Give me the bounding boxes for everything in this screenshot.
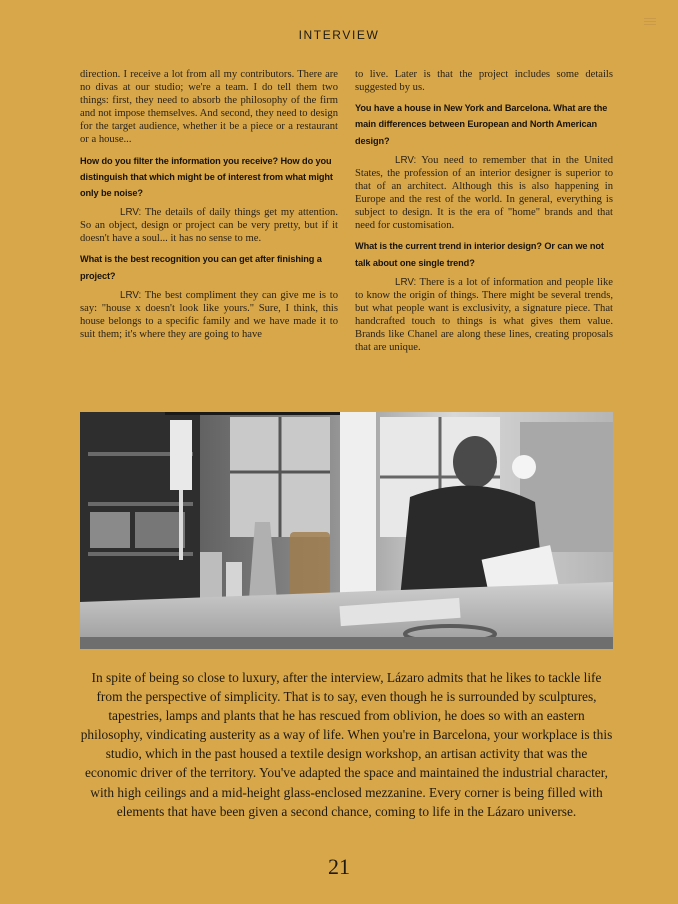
right-column	[355, 68, 613, 360]
answer	[80, 289, 338, 341]
answer-text: The details of daily things get my attention. So an object, design or project can be very pretty, but if it doesn't have a soul... it has no sense to me.	[80, 207, 338, 245]
question: What is the best recognition you can get after finishing a project?	[80, 254, 322, 281]
answer	[355, 154, 613, 233]
question: How do you filter the information you receive? How do you distinguish that which might be of interest from what might only be noise?	[80, 155, 333, 198]
answer	[355, 276, 613, 355]
section-title: INTERVIEW	[298, 28, 380, 42]
answer-text: You need to remember that in the United States, the profession of an interior designer is superior to that of an architect. Although this is also happening in Europe and the rest of the world. In general, everything is subject to design. It is the era of "home" brands and that need for customisation.	[355, 154, 613, 232]
studio-photo-illustration	[80, 412, 613, 649]
photo-caption: In spite of being so close to luxury, after the interview, Lázaro admits that he likes to tackle life from the perspective of simplicity. That is to say, even though he is surrounded by sculptures, tapestries, lamps and plants that he has rescued from oblivion, he does so with an eastern philosophy, vindicating austerity as a way of life. When you're in Barcelona, your workplace is this studio, which in the past housed a textile design workshop, an artisan activity that was the economic driver of the territory. You've adapted the space and maintained the industrial character, with high ceilings and a mid-height glass-enclosed mezzanine. Every corner is being filled with elements that have been given a second chance, coming to life in the Lázaro universe.	[80, 670, 613, 819]
speaker-label: LRV:	[395, 276, 417, 288]
paragraph: direction. I receive a lot from all my contributors. There are no divas at our studio; we're a team. I do tell them two things: first, they need to absorb the philosophy of the firm and not impose themselves. And second, they need to design for the target audience, whether it be a piece or a restaurant or a house...	[80, 69, 338, 146]
speaker-label: LRV:	[120, 207, 142, 219]
answer-text: There is a lot of information and people like to know the origin of things. There might be several trends, but what people want is exclusivity, a signature piece. That handcrafted touch to things is what gives them value. Brands like Chanel are along these lines, creating proposals that are unique.	[355, 276, 613, 354]
answer	[80, 206, 338, 245]
question: What is the current trend in interior design? Or can we not talk about one single trend?	[355, 241, 604, 268]
left-column	[80, 68, 338, 347]
page-number: 21	[328, 854, 350, 879]
answer-text: The best compliment they can give me is to say: "house x doesn't look like yours." Sure, I think, this house belongs to a specific family and we have made it to suit them; it's where they are going to have	[80, 289, 338, 341]
speaker-label: LRV:	[120, 289, 142, 301]
paragraph: to live. Later is that the project includes some details suggested by us.	[355, 69, 613, 94]
question: You have a house in New York and Barcelona. What are the main differences between European and North American design?	[355, 103, 608, 146]
speaker-label: LRV:	[395, 154, 417, 166]
studio-photo	[80, 412, 613, 649]
menu-icon[interactable]	[644, 18, 656, 27]
